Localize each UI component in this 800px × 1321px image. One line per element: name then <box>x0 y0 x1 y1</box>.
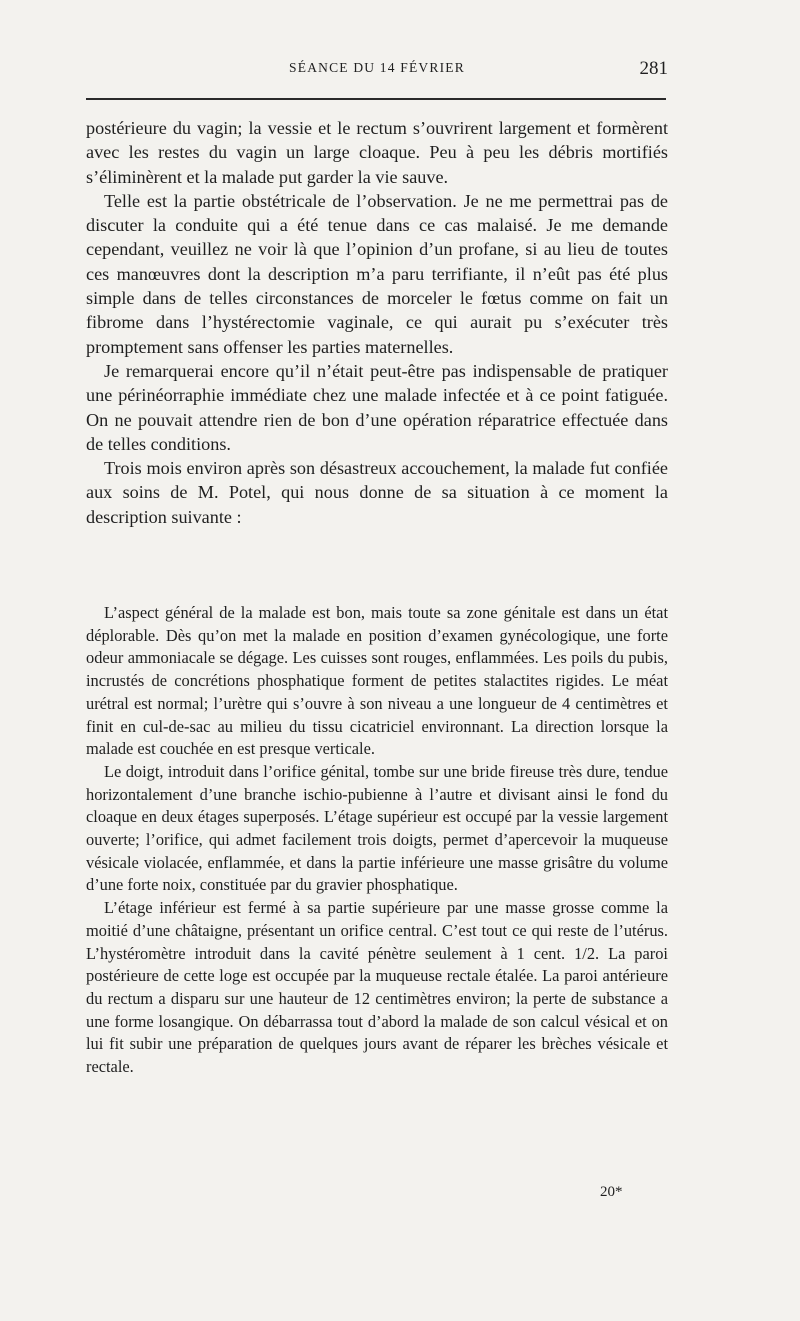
quote-paragraph: L’étage inférieur est fermé à sa partie supérieure par une masse grosse comme la moitié d’une châtaigne, présentant un orifice central. C’est tout ce qui reste de l’utérus. L’hystéromètre introduit dans la cavité pénètre seulement à 1 cent. 1/2. La paroi postérieure de cette loge est occupée par la muqueuse rectale étalée. La paroi antérieure du rectum a disparu sur une hauteur de 12 centimètres environ; la perte de substance a une forme losangique. On débarrassa tout d’abord la malade de son calcul vésical et on lui fit subir une préparation de quelques jours avant de réparer les brèches vésicale et rectale. <box>86 898 668 1077</box>
running-header <box>86 58 668 86</box>
quoted-description <box>86 602 668 1079</box>
page-number: 281 <box>639 58 668 79</box>
main-text <box>86 116 668 529</box>
paragraph: Trois mois environ après son désastreux accouchement, la malade fut confiée aux soins de M. Potel, qui nous donne de sa situation à ce moment la description suivante : <box>86 458 668 527</box>
header-rule <box>86 98 666 100</box>
quote-paragraph: Le doigt, introduit dans l’orifice génital, tombe sur une bride fireuse très dure, tendue horizontalement d’une branche ischio-pubienne à l’autre et divisant ainsi le fond du cloaque en deux étages superposés. L’étage supérieur est occupé par la vessie largement ouverte; l’orifice, qui admet facilement trois doigts, permet d’apercevoir la muqueuse vésicale violacée, enflammée, et dans la partie inférieure une masse grisâtre du volume d’une forte noix, constituée par du gravier phosphatique. <box>86 761 668 895</box>
signature-mark: 20* <box>600 1184 623 1200</box>
running-title: SÉANCE DU 14 FÉVRIER <box>289 60 465 75</box>
paragraph: Je remarquerai encore qu’il n’était peut-être pas indispensable de pratiquer une périnéorraphie immédiate chez une malade infectée et à ce point fatiguée. On ne pouvait attendre rien de bon d’une opération réparatrice effectuée dans de telles conditions. <box>86 360 668 454</box>
paragraph-continued: postérieure du vagin; la vessie et le rectum s’ouvrirent largement et formèrent avec les restes du vagin un large cloaque. Peu à peu les débris mortifiés s’éliminèrent et la malade put garder la vie sauve. <box>86 118 668 187</box>
quote-paragraph: L’aspect général de la malade est bon, mais toute sa zone génitale est dans un état déplorable. Dès qu’on met la malade en position d’examen gynécologique, une forte odeur ammoniacale se dégage. Les cuisses sont rouges, enflammées. Les poils du pubis, incrustés de concrétions phosphatique forment de petites stalactites rigides. Le méat urétral est normal; l’urètre qui s’ouvre à son niveau a une longueur de 4 centimètres et finit en cul-de-sac au milieu du tissu cicatriciel environnant. La direction lorsque la malade est couchée en est presque verticale. <box>86 603 668 759</box>
paragraph: Telle est la partie obstétricale de l’observation. Je ne me permettrai pas de discuter la conduite qui a été tenue dans ce cas malaisé. Je me demande cependant, veuillez ne voir là que l’opinion d’un profane, si au lieu de toutes ces manœuvres dont la description m’a paru terrifiante, il n’eût pas été plus simple dans de telles circonstances de morceler le fœtus comme on fait un fibrome dans l’hystérectomie vaginale, ce qui aurait pu s’exécuter très promptement sans offenser les parties maternelles. <box>86 190 668 357</box>
